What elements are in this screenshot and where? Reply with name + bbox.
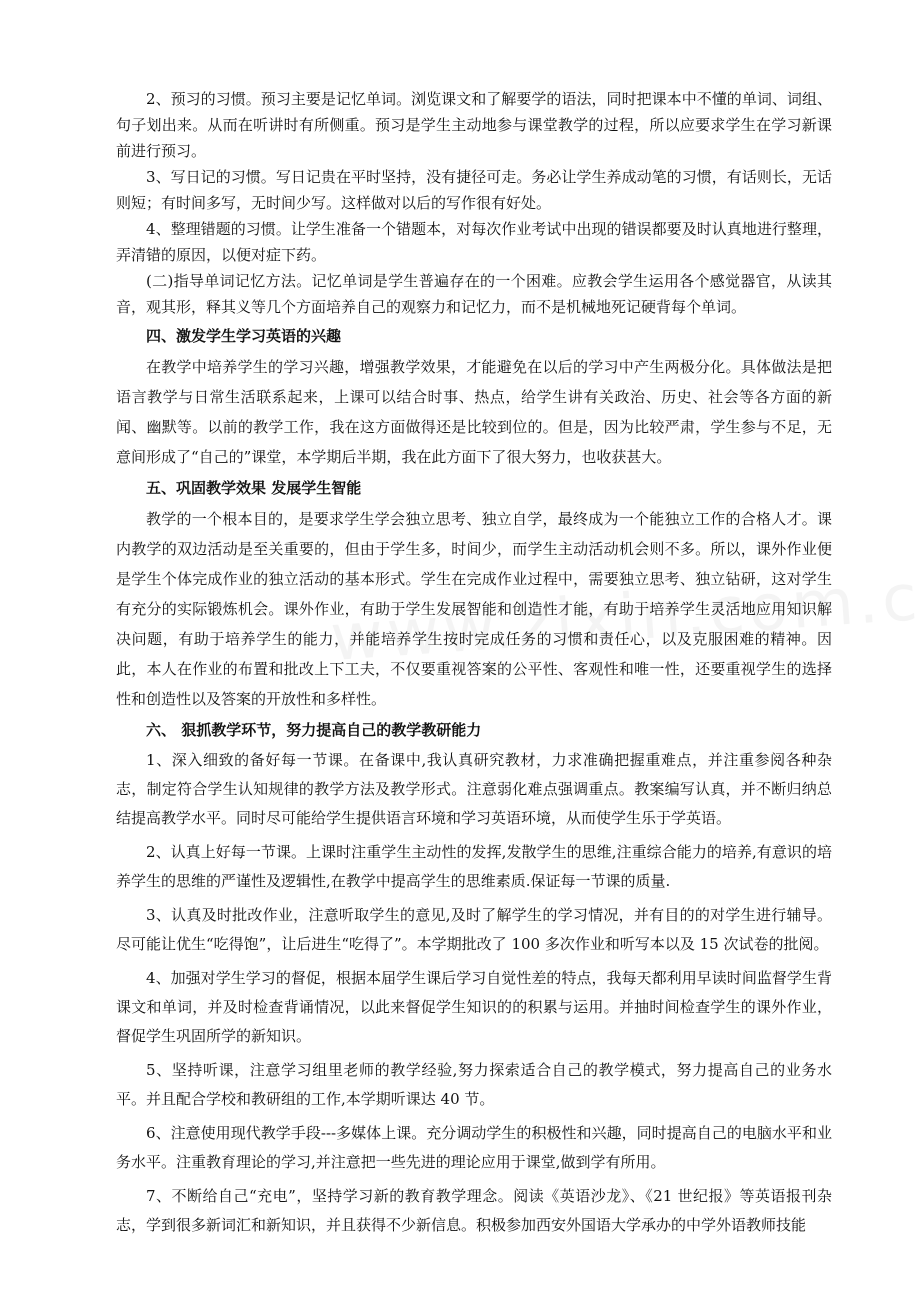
section-6-item-7: 7、不断给自己“充电”，坚持学习新的教育教学理念。阅读《英语沙龙》、《21 世纪报》等英语报刊杂志，学到很多新词汇和新知识，并且获得不少新信息。积极参加西安外国语大学承办的中学外语教师技能 bbox=[116, 1187, 832, 1234]
section-6-heading: 六、 狠抓教学环节，努力提高自己的教学教研能力 bbox=[146, 721, 482, 739]
section-4-body: 在教学中培养学生的学习兴趣，增强教学效果，才能避免在以后的学习中产生两极分化。具体做法是把语言教学与日常生活联系起来，上课可以结合时事、热点，给学生讲有关政治、历史、社会等各方面的新闻、幽默等。以前的教学工作，我在这方面做得还是比较到位的。但是，因为比较严肃，学生参与不足，无意间形成了“自己的”课堂，本学期后半期，我在此方面下了很大努力，也收获甚大。 bbox=[116, 358, 832, 466]
section-6-item-5: 5、坚持听课，注意学习组里老师的教学经验,努力探索适合自己的教学模式，努力提高自己的业务水平。并且配合学校和教研组的工作,本学期听课达 40 节。 bbox=[116, 1061, 832, 1108]
section-5-body: 教学的一个根本目的，是要求学生学会独立思考、独立自学，最终成为一个能独立工作的合格人才。课内教学的双边活动是至关重要的，但由于学生多，时间少，而学生主动活动机会则不多。所以，课外作业便是学生个体完成作业的独立活动的基本形式。学生在完成作业过程中，需要独立思考、独立钻研，这对学生有充分的实际锻炼机会。课外作业，有助于学生发展智能和创造性才能，有助于培养学生灵活地应用知识解决问题，有助于培养学生的能力，并能培养学生按时完成任务的习惯和责任心，以及克服困难的精神。因此，本人在作业的布置和批改上下工夫，不仅要重视答案的公平性、客观性和唯一性，还要重视学生的选择性和创造性以及答案的开放性和多样性。 bbox=[116, 510, 832, 708]
section-6-item-2: 2、认真上好每一节课。上课时注重学生主动性的发挥,发散学生的思维,注重综合能力的培养,有意识的培养学生的思维的严谨性及逻辑性,在教学中提高学生的思维素质.保证每一节课的质量. bbox=[116, 843, 832, 890]
section-6-item-1: 1、深入细致的备好每一节课。在备课中,我认真研究教材，力求准确把握重难点，并注重参阅各种杂志，制定符合学生认知规律的教学方法及教学形式。注意弱化难点强调重点。教案编写认真，并不断归纳总结提高教学水平。同时尽可能给学生提供语言环境和学习英语环境，从而使学生乐于学英语。 bbox=[116, 751, 832, 827]
paragraph-preview-habit: 2、预习的习惯。预习主要是记忆单词。浏览课文和了解要学的语法，同时把课本中不懂的单词、词组、句子划出来。从而在听讲时有所侧重。预习是学生主动地参与课堂教学的过程，所以应要求学生在学习新课前进行预习。 bbox=[116, 90, 832, 160]
paragraph-diary-habit: 3、写日记的习惯。写日记贵在平时坚持，没有捷径可走。务必让学生养成动笔的习惯，有话则长，无话则短；有时间多写，无时间少写。这样做对以后的写作很有好处。 bbox=[116, 168, 832, 212]
section-6-item-6: 6、注意使用现代教学手段---多媒体上课。充分调动学生的积极性和兴趣，同时提高自己的电脑水平和业务水平。注重教育理论的学习,并注意把一些先进的理论应用于课堂,做到学有所用。 bbox=[116, 1124, 832, 1171]
section-6-item-4: 4、加强对学生学习的督促，根据本届学生课后学习自觉性差的特点，我每天都利用早读时间监督学生背课文和单词，并及时检查背诵情况，以此来督促学生知识的的积累与运用。并抽时间检查学生的课外作业，督促学生巩固所学的新知识。 bbox=[116, 969, 832, 1045]
paragraph-error-book-habit: 4、整理错题的习惯。让学生准备一个错题本，对每次作业考试中出现的错误都要及时认真地进行整理，弄清错的原因，以便对症下药。 bbox=[116, 220, 832, 264]
section-6-item-3: 3、认真及时批改作业，注意听取学生的意见,及时了解学生的学习情况，并有目的的对学生进行辅导。尽可能让优生“吃得饱”，让后进生“吃得了”。本学期批改了 100 多次作业和听写本以及 15 次试卷的批阅。 bbox=[116, 906, 832, 953]
section-4-heading: 四、激发学生学习英语的兴趣 bbox=[146, 327, 342, 345]
section-5-heading: 五、巩固教学效果 发展学生智能 bbox=[146, 479, 362, 497]
document-page bbox=[116, 86, 832, 1240]
paragraph-word-memory-method: (二)指导单词记忆方法。记忆单词是学生普遍存在的一个困难。应教会学生运用各个感觉器官，从读其音，观其形，释其义等几个方面培养自己的观察力和记忆力，而不是机械地死记硬背每个单词。 bbox=[116, 272, 832, 316]
